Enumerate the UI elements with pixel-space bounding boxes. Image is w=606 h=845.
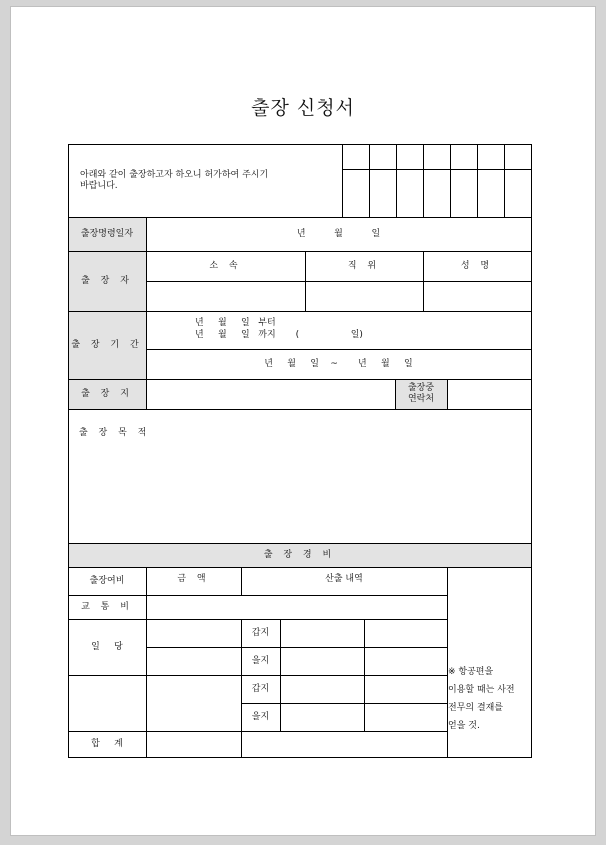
detail-label: 산출 내역 [325,573,363,584]
total-label: 합 계 [91,738,123,749]
transport-label: 교 통 비 [81,601,133,612]
col-name: 성 명 [460,260,494,271]
order-date-value: 년 월 일 [296,228,381,239]
expense-label: 출장여비 [89,575,125,586]
traveler-label: 출 장 자 [81,275,133,286]
order-date-label: 출장명령일자 [80,228,134,239]
page-title: 출장 신청서 [251,97,355,119]
gap-label-2: 갑지 [251,683,270,694]
note-text: ※ 항공편을 이용할 때는 사전 전무의 결재를 얻을 것. [448,667,515,731]
document-page [11,7,595,835]
period-from: 년 월 일 부터 [195,317,276,328]
contact-label: 출장중 연락처 [407,383,435,404]
expense-header: 출 장 경 비 [263,549,336,560]
col-position: 직 위 [347,260,381,271]
eul-label-2: 을지 [251,711,270,722]
request-text: 아래와 같이 출장하고자 하오니 허가하여 주시기 바랍니다. [80,170,269,191]
daily-label: 일 당 [91,641,123,652]
col-affiliation: 소 속 [209,260,242,271]
amount-label: 금 액 [177,573,210,584]
gap-label-1: 갑지 [251,627,270,638]
period-range: 년 월 일 ~ 년 월 일 [264,358,413,369]
period-label: 출 장 기 간 [71,339,143,350]
destination-label: 출 장 지 [81,388,133,399]
eul-label-1: 을지 [251,655,270,666]
purpose-label: 출 장 목 적 [79,427,151,438]
period-to: 년 월 일 까지 ( 일) [195,329,363,340]
